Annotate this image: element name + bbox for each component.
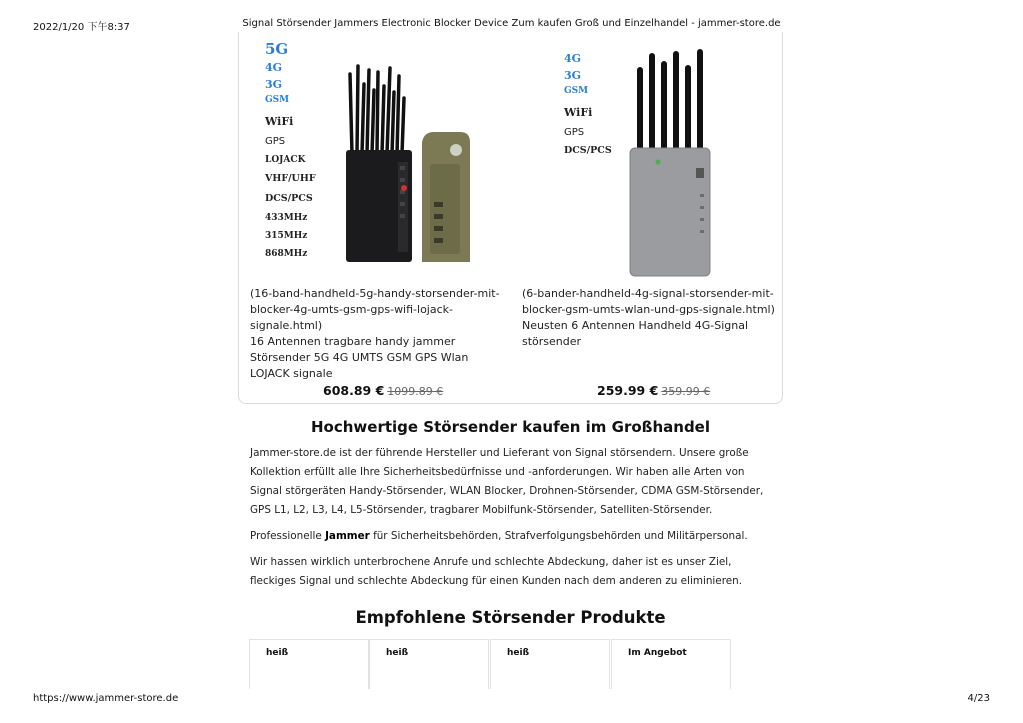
professional-text-end: für Sicherheitsbehörden, Strafverfolgungsbehörden und Militärpersonal.: [369, 530, 748, 542]
product-old-price: 359.99 €: [661, 385, 711, 398]
product-image[interactable]: [250, 32, 510, 282]
signal-paragraph: Wir hassen wirklich unterbrochene Anrufe und schlechte Abdeckung, daher ist es unser Ziel, fleckiges Signal und schlechte Abdeckung für einen Kunden nach dem anderen zu eliminieren.: [250, 556, 743, 587]
feature-list: [265, 40, 335, 263]
315mhz-label: 315MHz: [265, 231, 308, 241]
jammer-device-16-antenna-image: [338, 62, 513, 272]
recommended-product-tile[interactable]: [611, 639, 731, 689]
intro-paragraph: Jammer-store.de ist der führende Hersteller und Lieferant von Signal störsendern. Unsere große Kollektion erfüllt alle Ihre Sicherheitsbedürfnisse und -anforderungen. Wir haben alle Arten von Signal störgeräten Handy-Störsender, WLAN Blocker, Drohnen-Störsender, CDMA GSM-Störsender, GPS L1, L2, L3, L4, L5-Störsender, tragbarer Mobilfunk-Störsender, Satelliten-Störsender.: [250, 447, 764, 516]
vhf-uhf-label: VHF/UHF: [265, 173, 316, 184]
jammer-device-6-antenna-image: [618, 44, 728, 284]
product-old-price: 1099.89 €: [387, 385, 444, 398]
868mhz-label: 868MHz: [265, 249, 308, 259]
professional-text-start: Professionelle: [250, 530, 326, 542]
433mhz-label: 433MHz: [265, 213, 308, 223]
print-page-title: Signal Störsender Jammers Electronic Blocker Device Zum kaufen Groß und Einzelhandel - jammer-store.de: [242, 18, 781, 29]
print-datetime: 2022/1/20 下午8:37: [33, 22, 130, 33]
4g-icon: 4G: [265, 61, 283, 74]
product-name[interactable]: Neusten 6 Antennen Handheld 4G-Signal störsender: [522, 319, 749, 348]
recommended-product-tile[interactable]: [249, 639, 369, 689]
product-name[interactable]: 16 Antennen tragbare handy jammer Störsender 5G 4G UMTS GSM GPS Wlan LOJACK signale: [250, 335, 469, 380]
product-card-box: [238, 32, 783, 404]
price-row: [597, 383, 710, 398]
product-card[interactable]: [522, 32, 782, 350]
recommended-heading: Empfohlene Störsender Produkte: [355, 608, 666, 627]
wifi-icon: WiFi: [564, 106, 593, 119]
product-card[interactable]: [250, 32, 510, 382]
hot-badge: heiß: [386, 648, 409, 658]
price-row: [323, 383, 443, 398]
product-price: 259.99 €: [597, 383, 659, 398]
gps-icon: GPS: [265, 136, 286, 147]
recommended-product-tile[interactable]: [369, 639, 489, 689]
print-page-number: 4/23: [967, 693, 990, 704]
4g-icon: 4G: [564, 52, 582, 65]
hot-badge: heiß: [507, 648, 530, 658]
product-image[interactable]: [522, 32, 782, 282]
sale-badge: Im Angebot: [628, 648, 687, 658]
professional-paragraph: [250, 527, 770, 546]
3g-icon: 3G: [265, 78, 283, 91]
5g-icon: 5G: [265, 40, 289, 58]
intro-heading: Hochwertige Störsender kaufen im Großhandel: [311, 418, 710, 436]
3g-icon: 3G: [564, 69, 582, 82]
recommended-products-grid: [249, 639, 731, 689]
product-link[interactable]: (6-bander-handheld-4g-signal-storsender-mit-blocker-gsm-umts-wlan-und-gps-signale.html): [522, 287, 775, 316]
product-link[interactable]: (16-band-handheld-5g-handy-storsender-mit-blocker-4g-umts-gsm-gps-wifi-lojack-signale.html): [250, 287, 500, 332]
dcs-pcs-label: DCS/PCS: [265, 193, 313, 204]
dcs-pcs-label: DCS/PCS: [564, 145, 612, 156]
print-url: https://www.jammer-store.de: [33, 693, 179, 704]
recommended-product-tile[interactable]: [490, 639, 610, 689]
lojack-icon: LOJACK: [265, 155, 306, 165]
gsm-icon: GSM: [564, 86, 589, 96]
hot-badge: heiß: [266, 648, 289, 658]
wifi-icon: WiFi: [265, 115, 294, 128]
gsm-icon: GSM: [265, 95, 290, 105]
gps-icon: GPS: [564, 127, 585, 138]
jammer-link[interactable]: Jammer: [325, 530, 370, 542]
print-header: [33, 18, 990, 32]
product-price: 608.89 €: [323, 383, 385, 398]
